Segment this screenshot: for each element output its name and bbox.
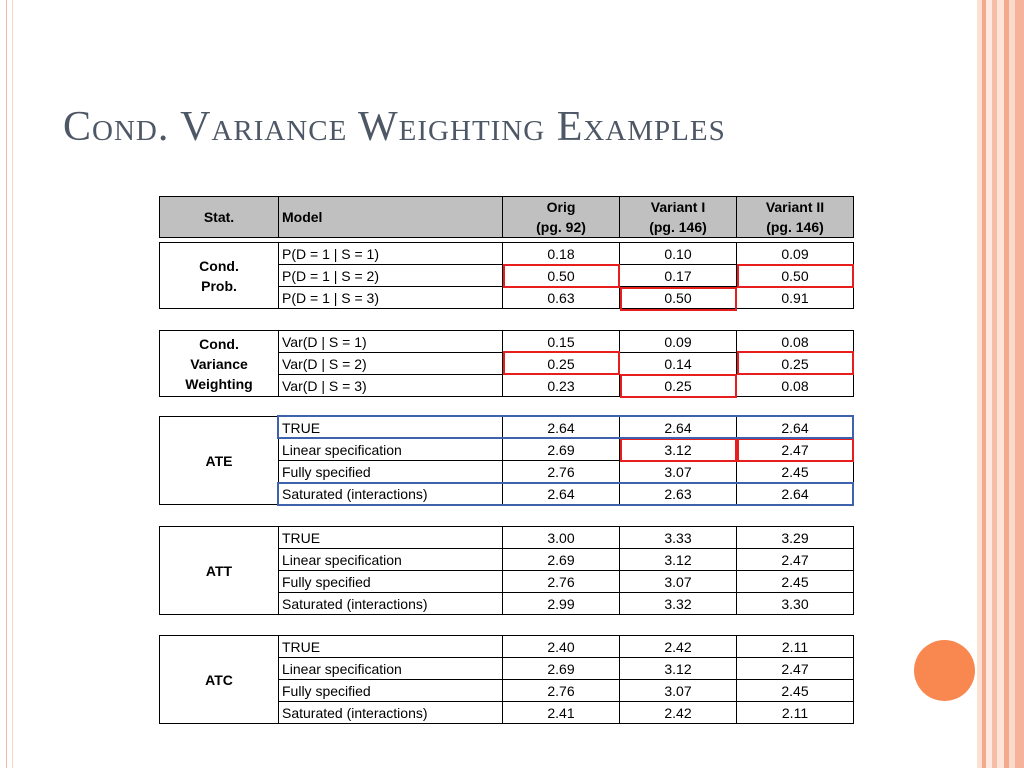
orig-cell: 2.41 <box>503 702 620 724</box>
variant-2-cell: 0.50 <box>737 265 854 287</box>
orig-cell: 0.23 <box>503 375 620 397</box>
variant-2-cell: 2.64 <box>737 417 854 439</box>
variant-2-cell: 2.64 <box>737 483 854 505</box>
variant-2-cell: 0.09 <box>737 243 854 265</box>
model-cell: Fully specified <box>279 571 503 593</box>
header-table <box>159 196 854 238</box>
header-row <box>160 197 854 238</box>
model-cell: Linear specification <box>279 549 503 571</box>
accent-dot <box>914 640 975 701</box>
model-cell: P(D = 1 | S = 3) <box>279 287 503 309</box>
model-cell: TRUE <box>279 527 503 549</box>
group-ate <box>159 416 854 505</box>
variant-2-cell: 2.11 <box>737 636 854 658</box>
orig-cell: 0.25 <box>503 353 620 375</box>
orig-cell: 0.63 <box>503 287 620 309</box>
variant-1-cell: 3.07 <box>620 461 737 483</box>
variant-2-cell: 2.45 <box>737 461 854 483</box>
variant-2-cell: 3.29 <box>737 527 854 549</box>
variant-1-cell: 3.07 <box>620 680 737 702</box>
orig-cell: 0.15 <box>503 331 620 353</box>
variant-2-cell: 0.91 <box>737 287 854 309</box>
variant-1-cell: 3.12 <box>620 658 737 680</box>
header-stat: Stat. <box>160 197 279 238</box>
variant-2-cell: 2.47 <box>737 549 854 571</box>
right-stripe <box>997 0 1004 768</box>
group-cond-variance-weighting <box>159 330 854 397</box>
table-row <box>160 331 854 353</box>
header-variant-2: Variant II (pg. 146) <box>737 197 854 238</box>
header-model: Model <box>279 197 503 238</box>
table-row <box>160 527 854 549</box>
variant-1-cell: 3.12 <box>620 549 737 571</box>
orig-cell: 2.76 <box>503 680 620 702</box>
model-cell: Saturated (interactions) <box>279 702 503 724</box>
table-row <box>160 636 854 658</box>
model-cell: Var(D | S = 1) <box>279 331 503 353</box>
variant-1-cell: 3.33 <box>620 527 737 549</box>
header-variant-1: Variant I (pg. 146) <box>620 197 737 238</box>
slide-title: Cond. Variance Weighting Examples <box>63 104 726 150</box>
variant-1-cell: 0.10 <box>620 243 737 265</box>
variant-2-cell: 0.08 <box>737 375 854 397</box>
stat-label: ATC <box>160 636 279 724</box>
orig-cell: 2.76 <box>503 571 620 593</box>
stat-label: ATT <box>160 527 279 615</box>
orig-cell: 2.76 <box>503 461 620 483</box>
left-border-line <box>6 0 7 768</box>
variant-2-cell: 0.25 <box>737 353 854 375</box>
table-row <box>160 417 854 439</box>
variant-2-cell: 2.45 <box>737 680 854 702</box>
stat-label: ATE <box>160 417 279 505</box>
model-cell: Fully specified <box>279 680 503 702</box>
variant-2-cell: 2.47 <box>737 658 854 680</box>
variant-1-cell: 2.64 <box>620 417 737 439</box>
orig-cell: 2.64 <box>503 417 620 439</box>
model-cell: Saturated (interactions) <box>279 483 503 505</box>
variant-2-cell: 2.45 <box>737 571 854 593</box>
stat-label: Cond. Prob. <box>160 243 279 309</box>
variant-2-cell: 2.11 <box>737 702 854 724</box>
model-cell: Fully specified <box>279 461 503 483</box>
variant-1-cell: 2.42 <box>620 702 737 724</box>
orig-cell: 2.64 <box>503 483 620 505</box>
left-border-line-inner <box>12 0 13 768</box>
model-cell: P(D = 1 | S = 2) <box>279 265 503 287</box>
variant-1-cell: 0.50 <box>620 287 737 309</box>
variant-1-cell: 0.09 <box>620 331 737 353</box>
orig-cell: 2.99 <box>503 593 620 615</box>
group-cond-prob <box>159 242 854 309</box>
variant-2-cell: 2.47 <box>737 439 854 461</box>
table-row <box>160 243 854 265</box>
variant-1-cell: 3.12 <box>620 439 737 461</box>
model-cell: Saturated (interactions) <box>279 593 503 615</box>
group-atc <box>159 635 854 724</box>
model-cell: TRUE <box>279 417 503 439</box>
variant-1-cell: 0.17 <box>620 265 737 287</box>
stat-label: Cond. Variance Weighting <box>160 331 279 397</box>
variant-1-cell: 3.07 <box>620 571 737 593</box>
orig-cell: 3.00 <box>503 527 620 549</box>
orig-cell: 0.50 <box>503 265 620 287</box>
orig-cell: 2.69 <box>503 439 620 461</box>
variant-1-cell: 3.32 <box>620 593 737 615</box>
model-cell: Var(D | S = 3) <box>279 375 503 397</box>
variant-1-cell: 2.63 <box>620 483 737 505</box>
group-att <box>159 526 854 615</box>
model-cell: Linear specification <box>279 658 503 680</box>
model-cell: TRUE <box>279 636 503 658</box>
model-cell: Linear specification <box>279 439 503 461</box>
model-cell: Var(D | S = 2) <box>279 353 503 375</box>
variant-2-cell: 3.30 <box>737 593 854 615</box>
variant-1-cell: 2.42 <box>620 636 737 658</box>
orig-cell: 2.69 <box>503 549 620 571</box>
right-stripe <box>1015 0 1024 768</box>
model-cell: P(D = 1 | S = 1) <box>279 243 503 265</box>
orig-cell: 2.69 <box>503 658 620 680</box>
variant-1-cell: 0.25 <box>620 375 737 397</box>
variant-1-cell: 0.14 <box>620 353 737 375</box>
variant-2-cell: 0.08 <box>737 331 854 353</box>
orig-cell: 0.18 <box>503 243 620 265</box>
header-orig: Orig (pg. 92) <box>503 197 620 238</box>
orig-cell: 2.40 <box>503 636 620 658</box>
